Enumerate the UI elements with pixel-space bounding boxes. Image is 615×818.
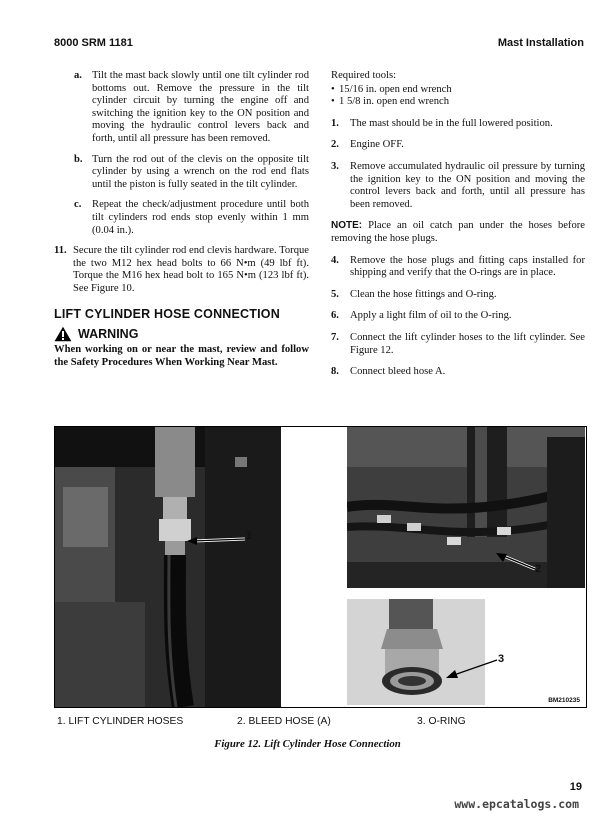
note-label: NOTE: (331, 220, 363, 232)
callout-2: 2 (535, 563, 542, 575)
photo-hose-connections (347, 427, 585, 588)
website-watermark[interactable]: www.epcatalogs.com (454, 797, 579, 811)
step-8 (331, 366, 585, 379)
step-marker: 2. (331, 139, 339, 151)
hose-photo-illustration (55, 427, 281, 707)
step-marker: 7. (331, 331, 339, 343)
step-2 (331, 139, 585, 152)
warning-text: When working on or near the mast, review and follow the Safety Procedures When Working Near Mast. (54, 344, 309, 368)
step-text: Engine OFF. (350, 139, 404, 151)
section-title: LIFT CYLINDER HOSE CONNECTION (54, 306, 280, 321)
step-1 (331, 118, 585, 131)
step-3 (331, 161, 585, 211)
callout-arrow-1 (185, 533, 247, 547)
tools-title: Required tools: (331, 70, 397, 81)
step-marker: 1. (331, 117, 339, 129)
bullet-icon: • (331, 83, 335, 95)
note (331, 220, 585, 245)
step-text: Remove accumulated hydraulic oil pressure by turning the ignition key to the ON position and moving the control levers back and forth, until all pressure has been removed. (350, 160, 585, 210)
callout-1: 1 (246, 530, 253, 542)
sub-step-text: Turn the rod out of the clevis on the opposite tilt cylinder by using a wrench on the rod end flats until the piston is fully seated in the tilt cylinder. (92, 153, 309, 190)
step-marker: 11. (54, 245, 67, 257)
step-text: Apply a light film of oil to the O-ring. (350, 310, 512, 322)
step-text: Secure the tilt cylinder rod end clevis hardware. Torque the two M12 hex head bolts to 66 N•m (49 lbf ft). Torque the M16 hex head bolt to 165 N•m (123 lbf ft). See Figure 10. (73, 245, 309, 294)
step-marker: 4. (331, 254, 339, 266)
tool-item (331, 96, 585, 109)
legend-item-3: 3. O-RING (417, 716, 466, 727)
callout-arrow-3 (445, 656, 499, 680)
sub-step-marker: c. (74, 199, 82, 211)
sub-step-text: Repeat the check/adjustment procedure until both tilt cylinders rod ends stop evenly within 1 mm (0.04 in.). (92, 199, 309, 236)
tool-item (331, 84, 585, 97)
right-column (331, 70, 585, 388)
step-text: Remove the hose plugs and fitting caps installed for shipping and verify that the O-rings are in place. (350, 254, 585, 279)
step-marker: 5. (331, 288, 339, 300)
sub-step-b (54, 154, 309, 192)
figure-12 (54, 426, 587, 708)
step-marker: 6. (331, 310, 339, 322)
step-11 (54, 245, 309, 295)
bullet-icon: • (331, 96, 335, 108)
header-section-title: Mast Installation (497, 37, 584, 49)
step-4 (331, 255, 585, 280)
photo-lift-cylinder-hose (55, 427, 281, 707)
step-text: Connect bleed hose A. (350, 366, 446, 378)
step-6 (331, 310, 585, 323)
step-text: Clean the hose fittings and O-ring. (350, 288, 497, 300)
step-marker: 3. (331, 160, 339, 172)
step-marker: 8. (331, 366, 339, 378)
step-text: Connect the lift cylinder hoses to the lift cylinder. See Figure 12. (350, 331, 585, 356)
step-7 (331, 332, 585, 357)
figure-reference-code: BM210235 (548, 697, 580, 704)
left-column (54, 70, 309, 369)
warning-label: WARNING (78, 326, 139, 341)
callout-3: 3 (498, 653, 505, 665)
sub-step-text: Tilt the mast back slowly until one tilt cylinder rod bottoms out. Remove the pressure in the tilt cylinder circuit by turning the engine off and switching the ignition key to the ON position and moving the hydraulic control levers back and forth, until all pressure has been removed. (92, 70, 309, 144)
note-text: Place an oil catch pan under the hoses before removing the hose plugs. (331, 220, 585, 244)
page-number: 19 (569, 781, 582, 793)
connections-photo-illustration (347, 427, 585, 588)
step-text: The mast should be in the full lowered position. (350, 117, 553, 129)
sub-step-c (54, 199, 309, 237)
figure-legend (0, 716, 615, 730)
step-5 (331, 289, 585, 302)
tool-text: 1 5/8 in. open end wrench (339, 96, 450, 108)
sub-step-marker: a. (74, 70, 82, 81)
photo-o-ring (347, 599, 485, 705)
legend-item-1: 1. LIFT CYLINDER HOSES (57, 716, 184, 727)
o-ring-photo-illustration (347, 599, 485, 705)
warning-triangle-icon (54, 326, 72, 342)
tool-text: 15/16 in. open end wrench (339, 83, 452, 95)
legend-item-2: 2. BLEED HOSE (A) (237, 716, 331, 727)
warning-header (54, 326, 309, 342)
sub-step-a (54, 70, 309, 146)
tools-list (331, 84, 585, 109)
sub-step-marker: b. (74, 153, 83, 165)
header-doc-id: 8000 SRM 1181 (54, 37, 133, 49)
figure-caption: Figure 12. Lift Cylinder Hose Connection (214, 738, 401, 750)
callout-arrow-2 (495, 551, 537, 573)
